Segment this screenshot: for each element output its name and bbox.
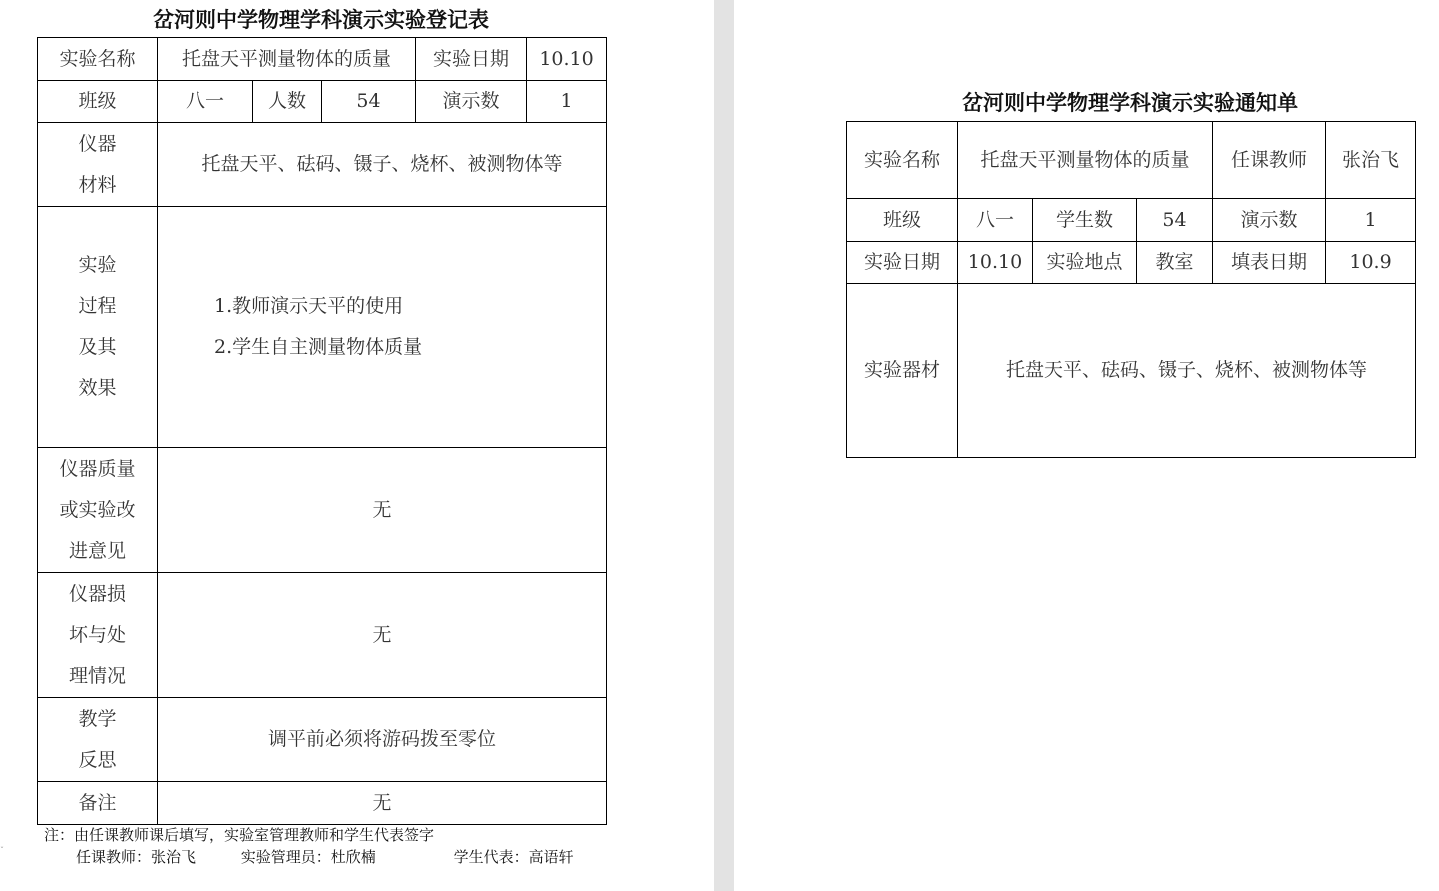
notice-date-value: 10.10 [958, 242, 1033, 284]
notice-students-value: 54 [1137, 199, 1213, 242]
register-class-value: 八一 [158, 81, 253, 123]
teacher-signature: 任课教师：张治飞 [76, 848, 197, 866]
register-table [37, 37, 607, 825]
register-count-value: 54 [322, 81, 416, 123]
notice-class-value: 八一 [958, 199, 1033, 242]
register-quality-label: 仪器质量 或实验改 进意见 [38, 448, 158, 573]
register-note: 注：由任课教师课后填写，实验室管理教师和学生代表签字 [44, 826, 435, 844]
notice-teacher-value: 张治飞 [1326, 122, 1416, 199]
notice-students-label: 学生数 [1033, 199, 1137, 242]
notice-name-label: 实验名称 [847, 122, 958, 199]
register-damage-value: 无 [158, 573, 607, 698]
process-line-1: 1.教师演示天平的使用 [214, 295, 404, 317]
notice-demo-value: 1 [1326, 199, 1416, 242]
student-signature: 学生代表：高语轩 [453, 848, 574, 866]
register-equipment-value: 托盘天平、砝码、镊子、烧杯、被测物体等 [158, 123, 607, 207]
register-signatures [76, 846, 574, 867]
notice-demo-label: 演示数 [1213, 199, 1326, 242]
notice-date-label: 实验日期 [847, 242, 958, 284]
register-name-value: 托盘天平测量物体的质量 [158, 38, 416, 81]
register-demo-value: 1 [527, 81, 607, 123]
register-equipment-label: 仪器 材料 [38, 123, 158, 207]
notice-place-label: 实验地点 [1033, 242, 1137, 284]
register-remarks-label: 备注 [38, 782, 158, 825]
process-line-2: 2.学生自主测量物体质量 [214, 336, 423, 358]
notice-equipment-label: 实验器材 [847, 284, 958, 458]
register-damage-label: 仪器损 坏与处 理情况 [38, 573, 158, 698]
register-process-value [158, 207, 607, 448]
admin-signature: 实验管理员：杜欣楠 [240, 848, 376, 866]
notice-teacher-label: 任课教师 [1213, 122, 1326, 199]
register-class-label: 班级 [38, 81, 158, 123]
notice-fill-date-value: 10.9 [1326, 242, 1416, 284]
register-name-label: 实验名称 [38, 38, 158, 81]
notice-class-label: 班级 [847, 199, 958, 242]
register-reflection-value: 调平前必须将游码拨至零位 [158, 698, 607, 782]
register-remarks-value: 无 [158, 782, 607, 825]
notice-table [846, 121, 1416, 458]
register-title: 岔河则中学物理学科演示实验登记表 [153, 8, 489, 32]
page-gutter [714, 0, 734, 891]
register-date-label: 实验日期 [416, 38, 527, 81]
register-reflection-label: 教学 反思 [38, 698, 158, 782]
notice-equipment-value: 托盘天平、砝码、镊子、烧杯、被测物体等 [958, 284, 1416, 458]
notice-fill-date-label: 填表日期 [1213, 242, 1326, 284]
register-count-label: 人数 [253, 81, 322, 123]
notice-name-value: 托盘天平测量物体的质量 [958, 122, 1213, 199]
register-quality-value: 无 [158, 448, 607, 573]
register-date-value: 10.10 [527, 38, 607, 81]
notice-place-value: 教室 [1137, 242, 1213, 284]
page-edge-mark: ˇ [0, 846, 4, 855]
register-process-label: 实验 过程 及其 效果 [38, 207, 158, 448]
register-demo-label: 演示数 [416, 81, 527, 123]
notice-title: 岔河则中学物理学科演示实验通知单 [962, 91, 1298, 115]
